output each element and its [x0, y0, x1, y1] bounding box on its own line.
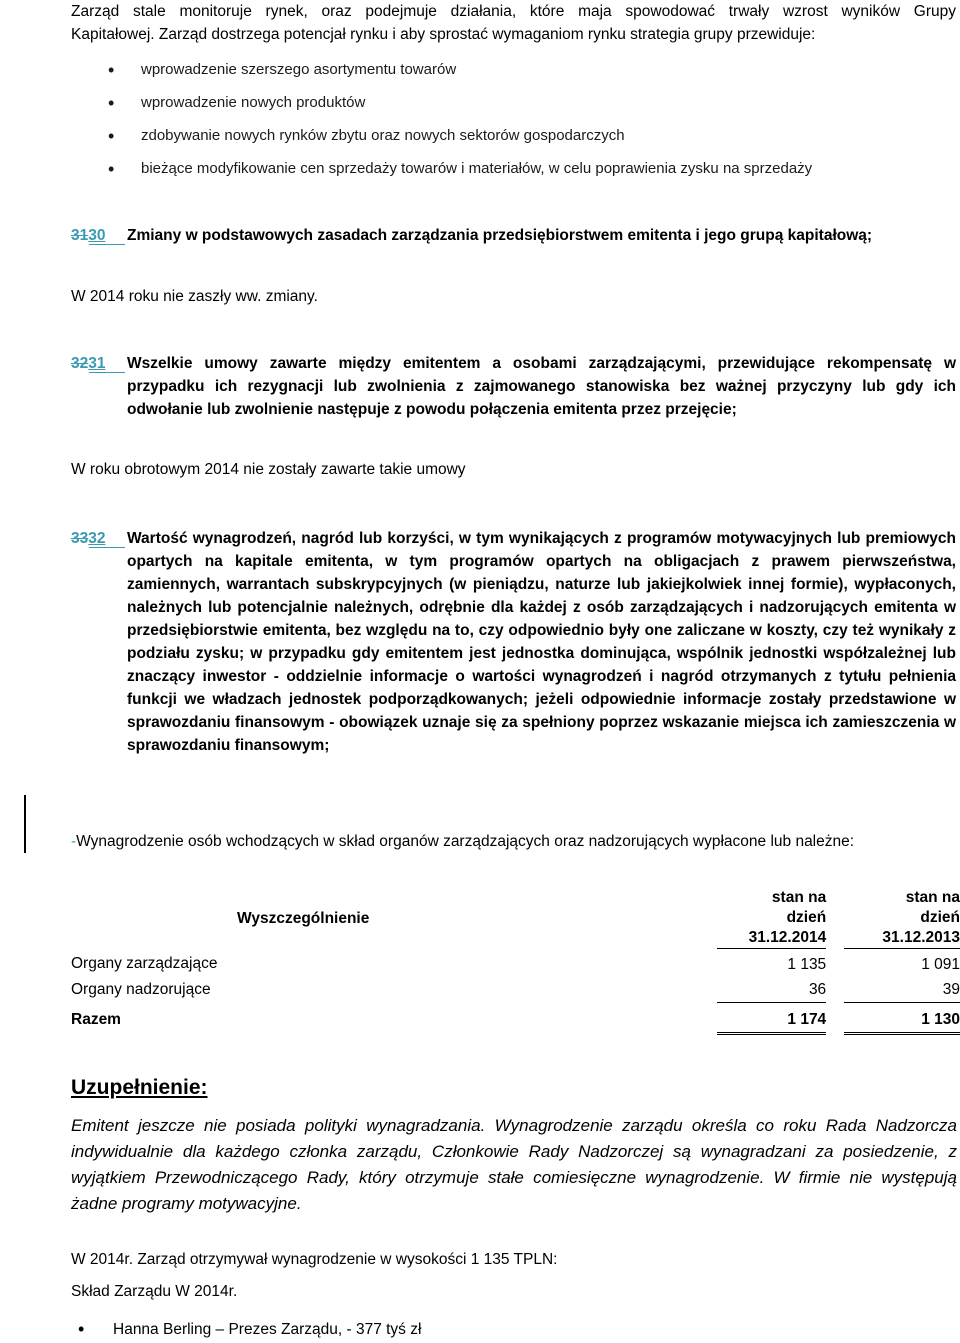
list-item: • wprowadzenie szerszego asortymentu towarów — [108, 60, 958, 93]
section-number: 3231 — [71, 355, 106, 372]
board-composition-label: Skład Zarządu W 2014r. — [71, 1283, 238, 1300]
table-total-row: Razem 1 174 1 130 — [71, 1003, 960, 1034]
strategy-list — [108, 60, 958, 192]
board-member: Hanna Berling – Prezes Zarządu, - 377 tyś zł — [113, 1321, 422, 1338]
table-row: Organy nadzorujące 36 39 — [71, 977, 960, 1003]
section-number: 3332 — [71, 530, 106, 547]
list-item: • Hanna Berling – Prezes Zarządu, - 377 tyś zł — [78, 1319, 422, 1339]
section-30-heading — [71, 224, 956, 247]
list-item: • zdobywanie nowych rynków zbytu oraz nowych sektorów gospodarczych — [108, 126, 958, 159]
section-title: Zmiany w podstawowych zasadach zarządzania przedsiębiorstwem emitenta i jego grupą kapitałową; — [127, 227, 873, 244]
section-title: Wszelkie umowy zawarte między emitentem a osobami zarządzającymi, przewidujące rekompensatę w przypadku ich rezygnacji lub zwolnienia z zajmowanego stanowiska bez ważnej przyczyny lub gdy ich odwołanie lub zwolnienie następuje z powodu połączenia emitenta przez przejęcie; — [127, 355, 956, 418]
section-30-body: W 2014 roku nie zaszły ww. zmiany. — [71, 288, 318, 305]
section-32-heading — [71, 527, 956, 757]
section-31-heading — [71, 352, 956, 421]
section-title: Wartość wynagrodzeń, nagród lub korzyści, w tym wynikających z programów motywacyjnych lub premiowych opartych na kapitale emitenta, w tym programów opartych na obligacjach z prawem pierwszeństwa, zamiennych, warrantach subskrypcyjnych (w pieniądzu, naturze lub jakiejkolwiek innej formie), wypłaconych, należnych lub potencjalnie należnych, odrębnie dla każdej z osób zarządzających i nadzorujących emitenta w przedsiębiorstwie emitenta, bez względu na to, czy odpowiednio były one zaliczane w koszty, czy też wynikały z podziału zysku; w przypadku gdy emitentem jest jednostka dominująca, wspólnik jednostki współzależnej lub znaczący inwestor - oddzielnie informacje o wartości wynagrodzeń i nagród otrzymanych z tytułu pełnienia funkcji we władzach jednostek podporządkowanych; jeżeli odpowiednie informacje zostały przedstawione w sprawozdaniu finansowym - obowiązek uznaje się za spełniony poprzez wskazanie miejsca ich zamieszczenia w sprawozdaniu finansowym; — [127, 530, 956, 754]
list-item: • wprowadzenie nowych produktów — [108, 93, 958, 126]
intro-line-1: Zarząd stale monitoruje rynek, oraz podejmuje działania, które maja spowodować trwały wzrost wyników Grupy — [71, 3, 956, 20]
section-number: 3130 — [71, 227, 106, 244]
board-members-list — [78, 1318, 948, 1341]
board-remuneration-line: W 2014r. Zarząd otrzymywał wynagrodzenie w wysokości 1 135 TPLN: — [71, 1251, 558, 1268]
supplement-heading: Uzupełnienie: — [71, 1076, 208, 1099]
supplement-text: Emitent jeszcze nie posiada polityki wynagradzania. Wynagrodzenie zarządu określa co roku Rada Nadzorcza indywidualnie dla każdego członka zarządu, Członkowie Rady Nadzorczej są wynagradzani za posiedzenie, z wyjątkiem Przewodniczącego Rady, który otrzymuje stałe comiesięczne wynagrodzenie. W firmie nie występują żadne programy motywacyjne. — [71, 1116, 957, 1213]
header-label: Wyszczególnienie — [237, 909, 370, 927]
section-31-body: W roku obrotowym 2014 nie zostały zawarte takie umowy — [71, 461, 466, 478]
intro-paragraph — [71, 0, 956, 46]
remuneration-intro — [71, 830, 956, 853]
remuneration-table — [71, 888, 960, 1035]
header-2013: stan na dzień 31.12.2013 — [844, 888, 960, 949]
table-row: Organy zarządzające 1 135 1 091 — [71, 955, 960, 973]
tracked-dash: - — [71, 833, 77, 850]
list-item: • bieżące modyfikowanie cen sprzedaży towarów i materiałów, w celu poprawienia zysku na sprzedaży — [108, 159, 958, 192]
revision-bar — [24, 795, 26, 853]
remuneration-text: Wynagrodzenie osób wchodzących w skład organów zarządzających oraz nadzorujących wypłacone lub należne: — [76, 833, 855, 850]
table-header-row — [71, 888, 960, 949]
header-2014: stan na dzień 31.12.2014 — [717, 888, 826, 949]
intro-line-2: Kapitałowej. Zarząd dostrzega potencjał rynku i aby sprostać wymaganiom rynku strategia grupy przewiduje: — [71, 26, 816, 43]
